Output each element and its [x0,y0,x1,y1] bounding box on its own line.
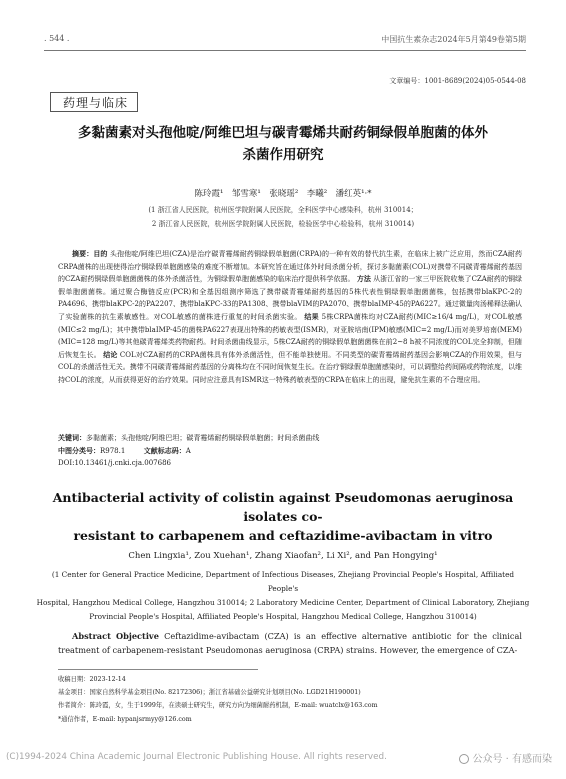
chinese-title-line-1: 多黏菌素对头孢他啶/阿维巴坦与碳青霉烯共耐药铜绿假单胞菌的体外 [78,125,488,141]
results-label: 结果 [304,311,320,321]
english-abstract-text: Ceftazidime-avibactam (CZA) is an effective alternative antibiotic for the clinical treatment of carbapenem-resistant Pseudomonas aeruginosa (CRPA) strains. However, the emergence of CZA- [58,631,522,655]
english-title [50,488,516,545]
keywords-line [58,433,522,443]
keywords-text: 多黏菌素；头孢他啶/阿维巴坦；碳青霉烯耐药铜绿假单胞菌；时间杀菌曲线 [86,434,320,442]
chinese-authors: 陈玲霞¹ 邹雪寒¹ 张晓瑶² 李曦² 潘红英¹·* [194,189,372,199]
column-tag [50,92,138,112]
doi-line: DOI:10.13461/j.cnki.cja.007686 [58,459,171,467]
chinese-affil-line-1: (1 浙江省人民医院，杭州医学院附属人民医院，全科医学中心感染科，杭州 310014； [148,206,418,214]
wechat-watermark [459,750,552,765]
conclusion-label: 结论 [103,349,118,359]
wechat-icon [459,754,469,764]
english-authors: Chen Lingxia¹, Zou Xuehan¹, Zhang Xiaofan², Li Xi², and Pan Hongying¹ [128,551,438,561]
objective-label: 目的 [93,249,108,258]
footnote-author: 作者简介：陈玲霞，女，生于1999年，在读硕士研究生，研究方向为细菌耐药机制，E-mail: wuatclx@163.com [58,702,378,710]
english-affil-line-1: (1 Center for General Practice Medicine, Department of Infectious Diseases, Zhejiang Provincial People's Hospital, Affiliated People's [51,570,515,593]
english-abstract-label: Abstract [72,631,111,641]
english-title-line-2: resistant to carbapenem and ceftazidime-avibactam in vitro [73,528,493,543]
chinese-affil-line-2: 2 浙江省人民医院，杭州医学院附属人民医院，检验医学中心检验科，杭州 310014) [151,220,415,228]
english-affil-line-2: Hospital, Hangzhou Medical College, Hangzhou 310014; 2 Laboratory Medicine Center, Department of Clinical Laboratory, Zhejiang [36,598,530,607]
doc-code-label: 文献标志码： [143,446,186,455]
doc-code-value: A [185,447,191,455]
footnote-corresponding: *通信作者，E-mail: hypanjsrmyy@126.com [58,715,192,723]
clc-value: R978.1 [100,447,126,455]
chinese-affiliations [40,203,526,231]
footnote-fund: 基金项目：国家自然科学基金项目(No. 82172306)；浙江省基础公益研究计划项目(No. LGD21H190001) [58,689,361,697]
chinese-title-line-2: 杀菌作用研究 [242,147,324,163]
running-header [44,34,526,48]
watermark-text: 公众号 · 有感而染 [472,754,552,765]
objective-text: 头孢他啶/阿维巴坦(CZA)是治疗碳青霉烯耐药铜绿假单胞菌(CRPA)的一种有效的替代抗生素，在临床上被广泛应用，然而CZA耐药CRPA菌株的出现使得治疗铜绿假单胞菌感染的难度不断增加。本研究旨在通过体外时间杀菌分析，探讨多黏菌素(COL)对携带不同碳青霉烯耐药基因的CZA耐药铜绿假单胞菌菌株的体外杀菌活性，为铜绿假单胞菌感染的临床治疗提供科学依据。 [58,250,523,284]
header-rule [44,50,526,51]
abstract-label: 摘要： [72,249,94,258]
footnote-received: 收稿日期：2023-12-14 [58,676,126,683]
english-title-line-1: Antibacterial activity of colistin against Pseudomonas aeruginosa isolates co- [52,490,514,524]
english-affil-line-3: Provincial People's Hospital, Affiliated People's Hospital, Hangzhou Medical College, Hangzhou 310014) [89,612,477,621]
english-objective-label: Objective [116,631,159,641]
journal-name: 中国抗生素杂志2024年5月第49卷第5期 [381,35,526,44]
english-abstract [58,629,522,657]
results-text: 5株CRPA菌株均对CZA耐药(MIC≥16/4 mg/L)，对COL敏感(MIC≤2 mg/L)；其中携带blaIMP-45的菌株PA6227表现出特殊的药敏表型(ISMR)，对亚胺培南(IPM)敏感(MIC=2 mg/L)而对美罗培南(MEM)(MIC=128 mg/L)等其他碳青霉烯类药物耐药。时间杀菌曲线显示，5株CZA耐药的铜绿假单胞菌菌株在前2~8 h被不同浓度的COL完全抑制，但随后恢复生长。 [58,312,522,359]
copyright-notice: (C)1994-2024 China Academic Journal Electronic Publishing House. All rights reserved. [6,752,387,762]
conclusion-text: COL对CZA耐药的CRPA菌株具有体外杀菌活性，但不能单独使用。不同类型的碳青霉烯耐药基因会影响CZA的作用效果，但与COL的杀菌活性无关。携带不同碳青霉烯耐药基因的分离株均在不同时间恢复生长。在治疗铜绿假单胞菌感染时，可以调整给药间隔或药物浓度，以维持COL的浓度，从而获得更好的治疗效果。同时应注意具有ISMR这一特殊药敏表型的CRPA在临床上的出现，避免抗生素的不合理应用。 [58,350,523,384]
column-tag-label: 药理与临床 [63,96,129,110]
methods-label: 方法 [356,274,371,284]
keywords-label: 关键词： [58,433,86,442]
footnote-rule [58,669,258,670]
chinese-abstract [58,248,522,387]
clc-label: 中图分类号： [58,446,100,455]
classification-line [58,446,522,456]
page-number: . 544 . [44,34,70,43]
methods-text: 从浙江省的一家三甲医院收集了CZA耐药的铜绿假单胞菌菌株。通过聚合酶链反应(PCR)和全基因组测序筛选了携带碳青霉烯耐药基因的5株代表性铜绿假单胞菌菌株，包括携带blaKPC-2的PA4696、携带blaKPC-2的PA2207、携带blaKPC-33的PA1308、携带blaVIM的PA2070、携带blaIMP-45的PA6227。通过微量肉汤稀释法确认了实验菌株的抗生素敏感性。对COL敏感的菌株进行重复的时间杀菌实验。 [58,275,522,321]
english-affiliations [36,568,530,624]
footnotes [58,673,522,726]
chinese-title [40,122,526,166]
article-number: 文章编号：1001-8689(2024)05-0544-08 [389,77,526,85]
